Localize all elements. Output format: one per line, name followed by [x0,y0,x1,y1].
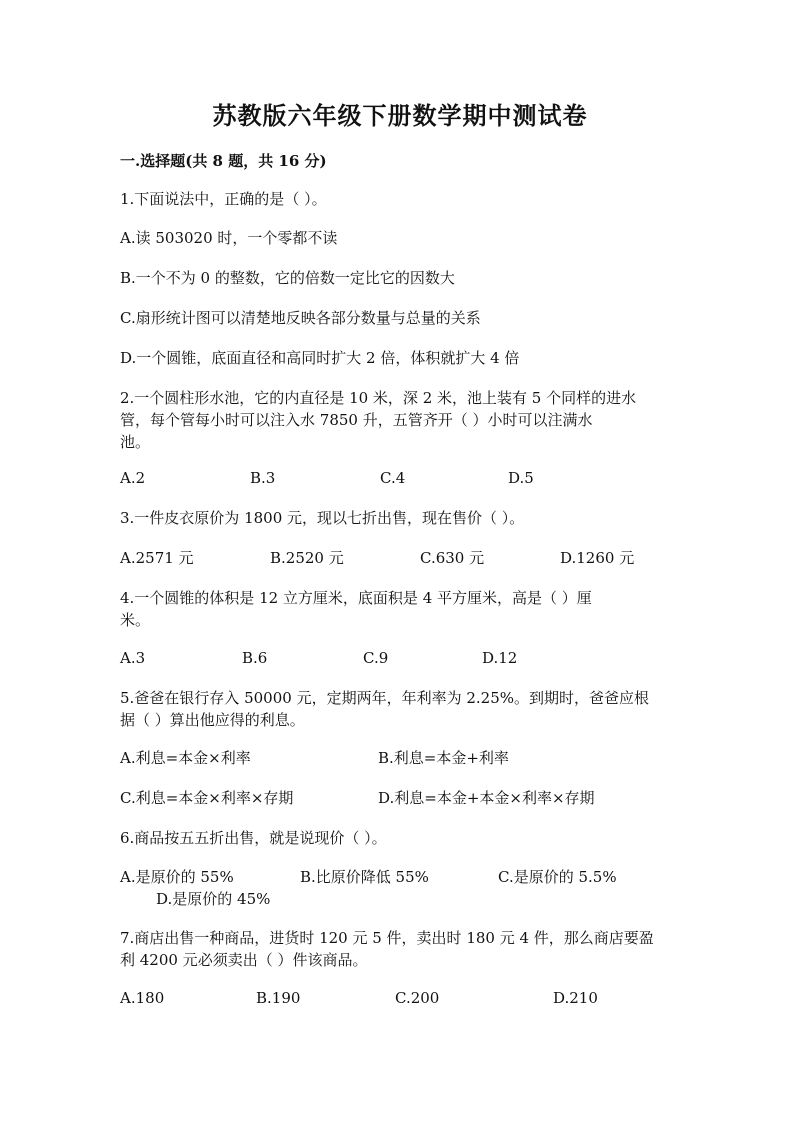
question-1-option-d: D.一个圆锥，底面直径和高同时扩大 2 倍，体积就扩大 4 倍 [120,349,520,367]
question-2-option-c: C.4 [380,469,406,487]
question-1-option-c: C.扇形统计图可以清楚地反映各部分数量与总量的关系 [120,309,481,327]
question-5-option-c: C.利息=本金×利率×存期 [120,789,294,807]
question-5-option-a: A.利息=本金×利率 [120,749,251,767]
question-6-option-d: D.是原价的 45% [156,890,271,908]
section-heading: 一.选择题(共 8 题，共 16 分) [120,152,327,170]
question-7-option-a: A.180 [120,989,165,1007]
question-4-stem-line-1: 4.一个圆锥的体积是 12 立方厘米，底面积是 4 平方厘米，高是（ ）厘 [120,589,592,607]
question-1-option-b: B.一个不为 0 的整数，它的倍数一定比它的因数大 [120,269,455,287]
question-2-stem-line-2: 管，每个管每小时可以注入水 7850 升，五管齐开（ ）小时可以注满水 [120,411,593,429]
question-1-stem: 1.下面说法中，正确的是（ ）。 [120,190,327,208]
question-2-option-b: B.3 [250,469,276,487]
question-6-option-c: C.是原价的 5.5% [498,868,617,886]
question-4-stem-line-2: 米。 [120,611,151,629]
page-title: 苏教版六年级下册数学期中测试卷 [212,101,588,130]
question-6-option-b: B.比原价降低 55% [300,868,429,886]
question-3-stem: 3.一件皮衣原价为 1800 元，现以七折出售，现在售价（ ）。 [120,509,525,527]
question-7-option-b: B.190 [256,989,301,1007]
question-2-option-a: A.2 [120,469,146,487]
question-7-stem-line-1: 7.商店出售一种商品，进货时 120 元 5 件，卖出时 180 元 4 件，那么商店要盈 [120,929,654,947]
question-7-option-d: D.210 [553,989,598,1007]
question-4-option-b: B.6 [242,649,268,667]
question-6-stem: 6.商品按五五折出售，就是说现价（ ）。 [120,829,387,847]
question-3-option-b: B.2520 元 [270,549,344,567]
question-6-option-a: A.是原价的 55% [120,868,234,886]
question-2-stem-line-1: 2.一个圆柱形水池，它的内直径是 10 米，深 2 米，池上装有 5 个同样的进水 [120,389,637,407]
question-3-option-d: D.1260 元 [560,549,635,567]
question-3-option-c: C.630 元 [420,549,485,567]
question-7-option-c: C.200 [395,989,440,1007]
question-5-stem-line-2: 据（ ）算出他应得的利息。 [120,711,305,729]
question-2-option-d: D.5 [508,469,534,487]
question-4-option-d: D.12 [482,649,518,667]
question-2-stem-line-3: 池。 [120,433,151,451]
question-3-option-a: A.2571 元 [120,549,194,567]
question-4-option-a: A.3 [120,649,146,667]
question-7-stem-line-2: 利 4200 元必须卖出（ ）件该商品。 [120,951,368,969]
question-1-option-a: A.读 503020 时，一个零都不读 [120,229,338,247]
question-5-option-d: D.利息=本金+本金×利率×存期 [378,789,595,807]
question-5-stem-line-1: 5.爸爸在银行存入 50000 元，定期两年，年利率为 2.25%。到期时，爸爸应根 [120,689,649,707]
question-4-option-c: C.9 [363,649,389,667]
question-5-option-b: B.利息=本金+利率 [378,749,509,767]
